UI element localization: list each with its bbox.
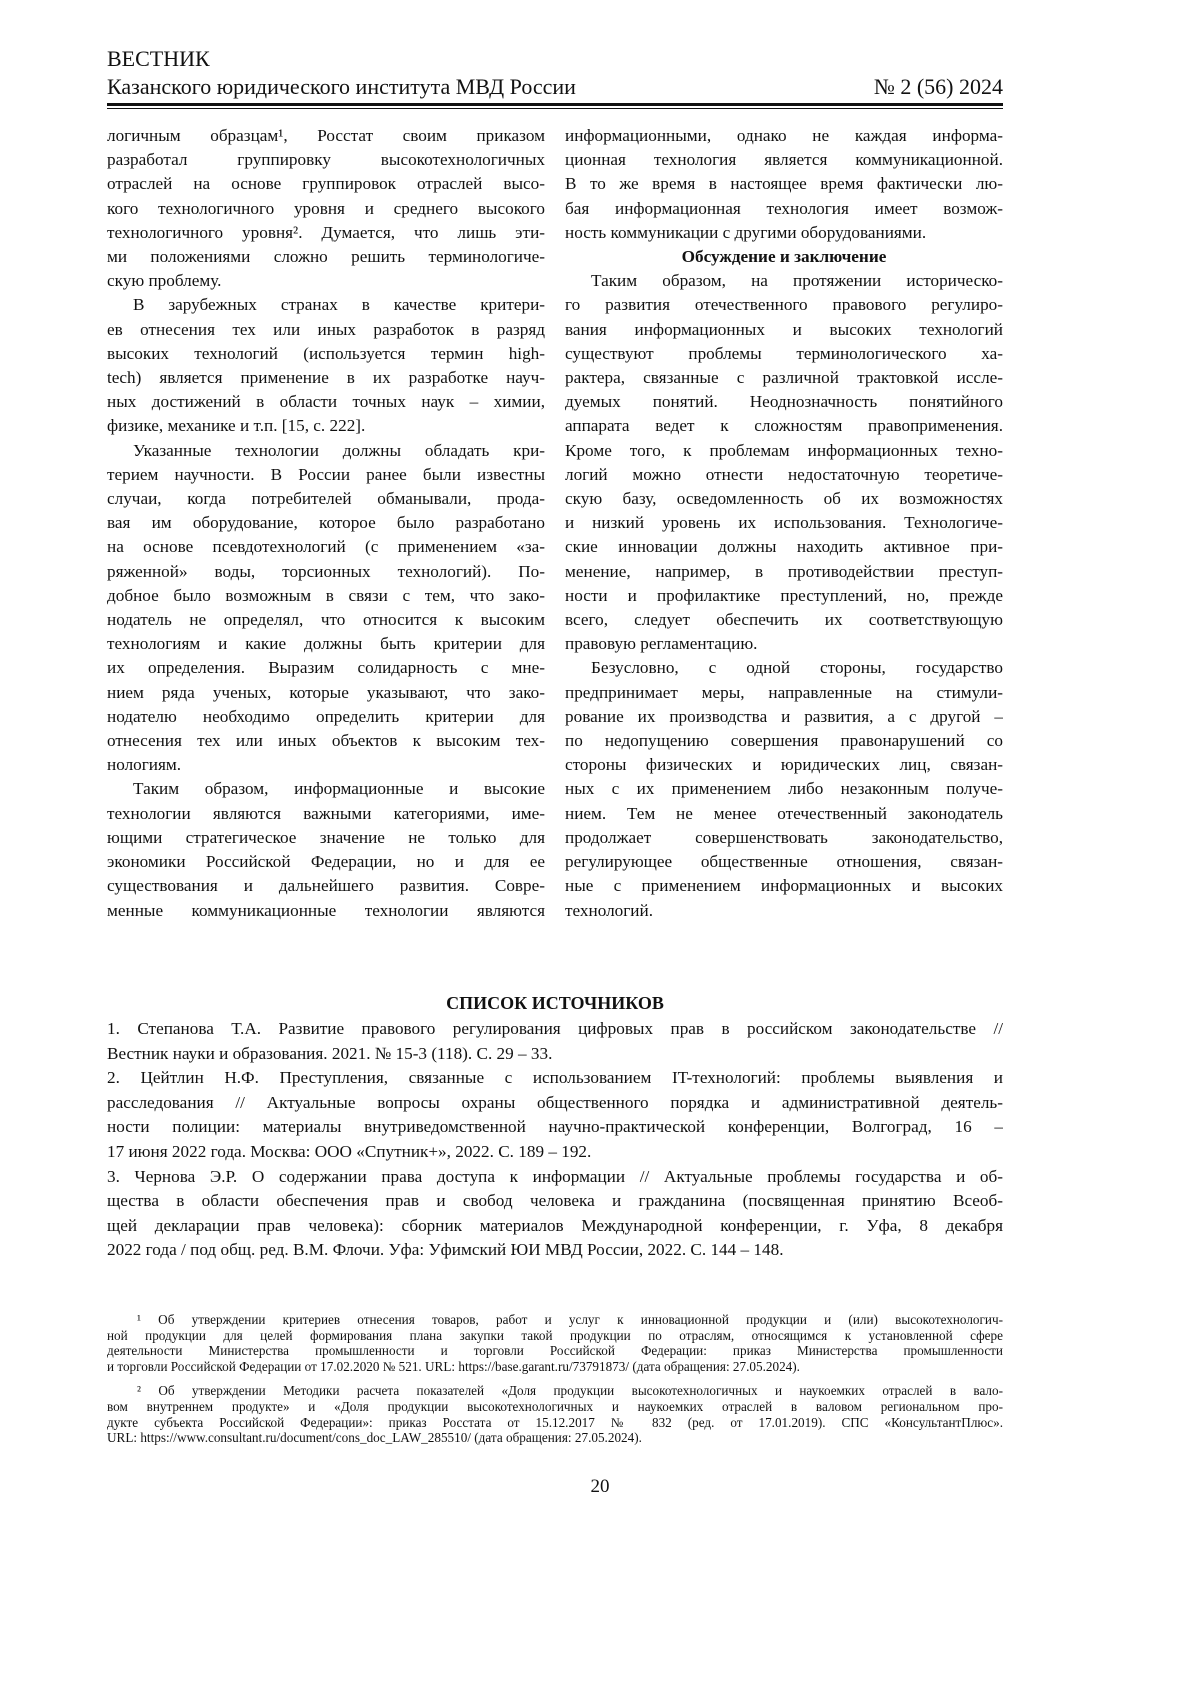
text-line: дукте субъекта Российской Федерации»: приказ Росстата от 15.12.2017 № 832 (ред. от 17.01.2019). СПС «КонсультантПлюс». (107, 1415, 1003, 1431)
page-number: 20 (0, 1476, 1200, 1498)
text-line: скую проблему. (107, 269, 545, 293)
text-line: их определения. Выразим солидарность с мне- (107, 656, 545, 680)
text-line: нологиям. (107, 753, 545, 777)
issue-number: № 2 (56) 2024 (874, 74, 1003, 100)
text-line: стороны физических и юридических лиц, связан- (565, 753, 1003, 777)
paragraph (107, 777, 545, 922)
text-line: вом внутреннем продукте» и «Доля продукции высокотехнологичных и наукоемких отраслей в валовом региональном про- (107, 1399, 1003, 1415)
text-line: ми положениями сложно решить терминологиче- (107, 245, 545, 269)
text-line: отнесения тех или иных объектов к высоким тех- (107, 729, 545, 753)
text-line: Таким образом, на протяжении историческо- (565, 269, 1003, 293)
right-column (565, 124, 1003, 923)
text-line: технологиям и какие должны быть критерии для (107, 632, 545, 656)
text-line: информационными, однако не каждая информа- (565, 124, 1003, 148)
text-line: аппарата ведет к сложностям правоприменения. (565, 414, 1003, 438)
text-line: Кроме того, к проблемам информационных техно- (565, 439, 1003, 463)
paragraph (565, 656, 1003, 922)
reference-item (107, 1066, 1003, 1164)
text-line: щества в области обеспечения прав и свобод человека и гражданина (посвященная принятию Всеоб- (107, 1189, 1003, 1214)
running-header (107, 74, 1003, 100)
text-line: всего, следует обеспечить их соответствующую (565, 608, 1003, 632)
footnote (107, 1383, 1003, 1445)
reference-item (107, 1017, 1003, 1066)
text-line: ряженной» воды, торсионных технологий). По- (107, 560, 545, 584)
text-line: вания информационных и высоких технологий (565, 318, 1003, 342)
text-line: дуемых понятий. Неоднозначность понятийного (565, 390, 1003, 414)
text-line: деятельности Министерства промышленности и торговли Российской Федерации: приказ Министерства промышленности (107, 1343, 1003, 1359)
text-line: В то же время в настоящее время фактически лю- (565, 172, 1003, 196)
text-line: ности полиции: материалы внутриведомственной научно-практической конференции, Волгоград, 16 – (107, 1115, 1003, 1140)
text-line: tech) является применение в их разработке науч- (107, 366, 545, 390)
text-line: случаи, когда потребителей обманывали, прода- (107, 487, 545, 511)
paragraph (565, 124, 1003, 245)
paragraph (565, 269, 1003, 656)
text-line: высоких технологий (используется термин high- (107, 342, 545, 366)
text-line: технологии являются важными категориями, име- (107, 802, 545, 826)
text-line: ной продукции для целей формирования плана закупки такой продукции по отраслям, относящимся к установленной сфере (107, 1328, 1003, 1344)
text-line: Указанные технологии должны обладать кри- (107, 439, 545, 463)
text-line: ность коммуникации с другими оборудованиями. (565, 221, 1003, 245)
text-line: технологичного уровня². Думается, что лишь эти- (107, 221, 545, 245)
text-line: 1. Степанова Т.А. Развитие правового регулирования цифровых прав в российском законодательстве // (107, 1017, 1003, 1042)
text-line: ² Об утверждении Методики расчета показателей «Доля продукции высокотехнологичных и наукоемких отраслей в вало- (107, 1383, 1003, 1399)
text-line: технологий. (565, 899, 1003, 923)
text-line: нодателю необходимо определить критерии для (107, 705, 545, 729)
text-line: 2022 года / под общ. ред. В.М. Флочи. Уфа: Уфимский ЮИ МВД России, 2022. С. 144 – 148. (107, 1238, 1003, 1263)
text-line: логий можно отнести недостаточную теоретиче- (565, 463, 1003, 487)
text-line: В зарубежных странах в качестве критери- (107, 293, 545, 317)
text-line: терием научности. В России ранее были известны (107, 463, 545, 487)
text-line: и торговли Российской Федерации от 17.02.2020 № 521. URL: https://base.garant.ru/73791873/ (дата обращения: 27.05.2024). (107, 1359, 1003, 1375)
text-line: ные с применением информационных и высоких (565, 874, 1003, 898)
section-heading (565, 245, 1003, 269)
paragraph (107, 124, 545, 293)
header-rule-thick (107, 103, 1003, 106)
text-line: 2. Цейтлин Н.Ф. Преступления, связанные с использованием IT-технологий: проблемы выявления и (107, 1066, 1003, 1091)
text-line: 3. Чернова Э.Р. О содержании права доступа к информации // Актуальные проблемы государства и об- (107, 1165, 1003, 1190)
text-line: Безусловно, с одной стороны, государство (565, 656, 1003, 680)
text-line: логичным образцам¹, Росстат своим приказом (107, 124, 545, 148)
text-line: существования и дальнейшего развития. Совре- (107, 874, 545, 898)
text-line: рактера, связанные с различной трактовкой иссле- (565, 366, 1003, 390)
text-line: нием ряда ученых, которые указывают, что зако- (107, 681, 545, 705)
references-list (107, 1017, 1003, 1263)
text-line: 17 июня 2022 года. Москва: ООО «Спутник+», 2022. С. 189 – 192. (107, 1140, 1003, 1165)
header-rule-thin (107, 108, 1003, 109)
text-line: ские инновации должны находить активное при- (565, 535, 1003, 559)
text-line: отраслей на основе группировок отраслей высо- (107, 172, 545, 196)
paragraph (107, 293, 545, 438)
text-line: нием. Тем не менее отечественный законодатель (565, 802, 1003, 826)
text-line: ционная технология является коммуникационной. (565, 148, 1003, 172)
references-title: СПИСОК ИСТОЧНИКОВ (107, 993, 1003, 1014)
paragraph (107, 439, 545, 778)
text-line: го развития отечественного правового регулиро- (565, 293, 1003, 317)
text-line: разработал группировку высокотехнологичных (107, 148, 545, 172)
text-line: рование их производства и развития, а с другой – (565, 705, 1003, 729)
text-line: расследования // Актуальные вопросы охраны общественного порядка и административной деятель- (107, 1091, 1003, 1116)
text-line: вая им оборудование, которое было разработано (107, 511, 545, 535)
text-line: кого технологичного уровня и среднего высокого (107, 197, 545, 221)
left-column (107, 124, 545, 923)
text-line: и низкий уровень их использования. Технологиче- (565, 511, 1003, 535)
text-line: ности и профилактике преступлений, но, прежде (565, 584, 1003, 608)
text-line: существуют проблемы терминологического ха- (565, 342, 1003, 366)
text-line: экономики Российской Федерации, но и для ее (107, 850, 545, 874)
text-line: URL: https://www.consultant.ru/document/cons_doc_LAW_285510/ (дата обращения: 27.05.2024). (107, 1430, 1003, 1446)
text-line: бая информационная технология имеет возмож- (565, 197, 1003, 221)
text-line: регулирующее общественные отношения, связан- (565, 850, 1003, 874)
text-line: продолжает совершенствовать законодательство, (565, 826, 1003, 850)
text-line: ных достижений в области точных наук – химии, (107, 390, 545, 414)
footnote (107, 1312, 1003, 1374)
text-line: скую базу, осведомленность об их возможностях (565, 487, 1003, 511)
reference-item (107, 1165, 1003, 1263)
text-line: ющими стратегическое значение не только для (107, 826, 545, 850)
text-line: нодатель не определял, что относится к высоким (107, 608, 545, 632)
text-line: Обсуждение и заключение (565, 245, 1003, 269)
text-line: ¹ Об утверждении критериев отнесения товаров, работ и услуг к инновационной продукции и (или) высокотехнологич- (107, 1312, 1003, 1328)
institute-name: Казанского юридического института МВД России (107, 74, 576, 100)
text-line: ев отнесения тех или иных разработок в разряд (107, 318, 545, 342)
text-line: ных с их применением либо незаконным получе- (565, 777, 1003, 801)
text-line: на основе псевдотехнологий (с применением «за- (107, 535, 545, 559)
text-line: менные коммуникационные технологии являются (107, 899, 545, 923)
text-line: добное было возможным в связи с тем, что зако- (107, 584, 545, 608)
footnotes (107, 1312, 1003, 1455)
text-line: по недопущению совершения правонарушений со (565, 729, 1003, 753)
text-line: физике, механике и т.п. [15, с. 222]. (107, 414, 545, 438)
text-line: предпринимает меры, направленные на стимули- (565, 681, 1003, 705)
journal-title: ВЕСТНИК (107, 46, 1003, 72)
text-line: Вестник науки и образования. 2021. № 15-3 (118). С. 29 – 33. (107, 1042, 1003, 1067)
text-line: щей декларации прав человека): сборник материалов Международной конференции, г. Уфа, 8 декабря (107, 1214, 1003, 1239)
text-line: Таким образом, информационные и высокие (107, 777, 545, 801)
text-line: правовую регламентацию. (565, 632, 1003, 656)
text-line: менение, например, в противодействии преступ- (565, 560, 1003, 584)
